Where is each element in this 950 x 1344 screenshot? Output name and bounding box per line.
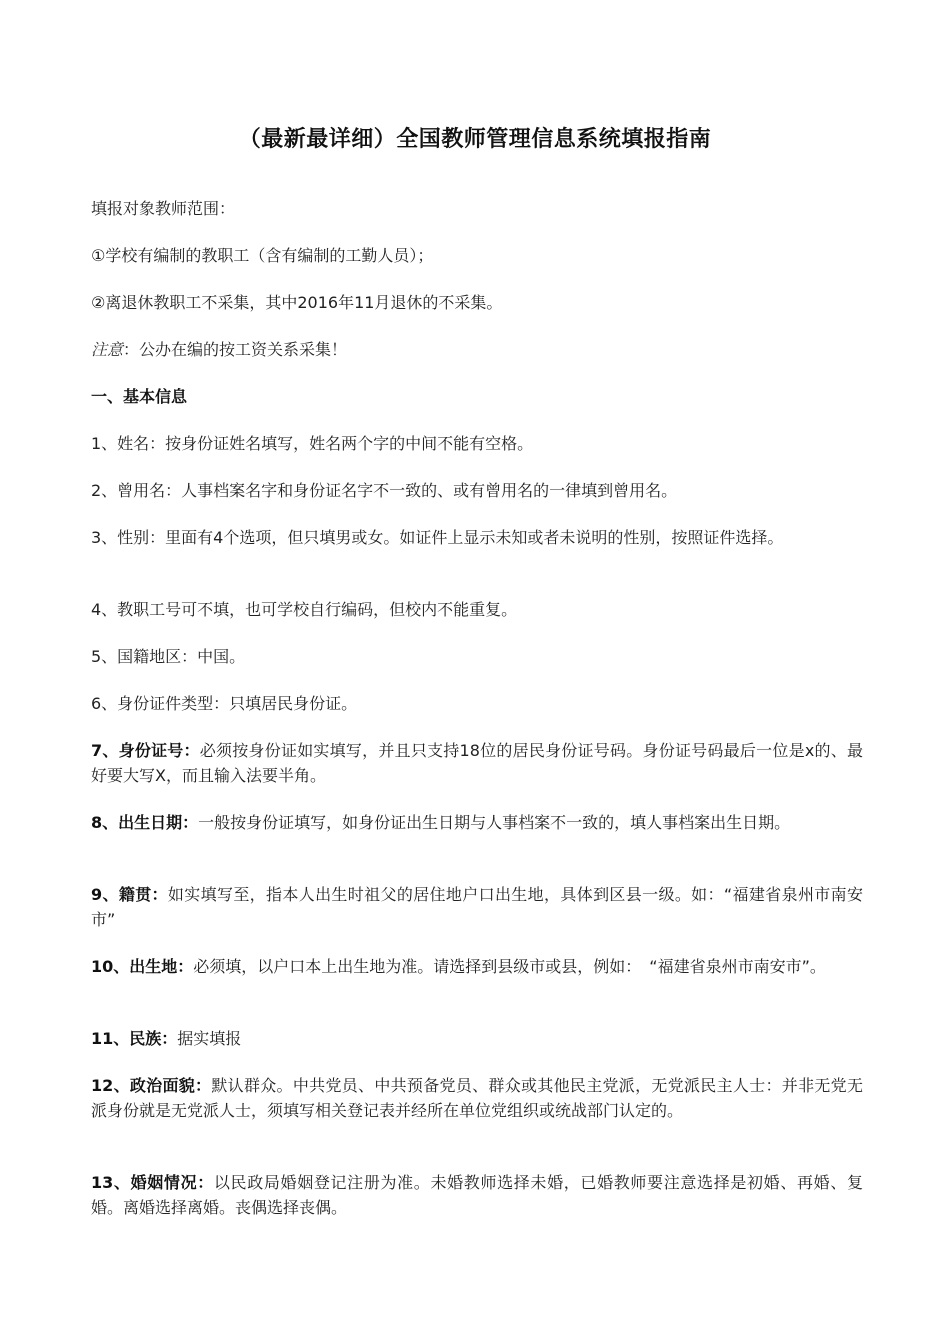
item-text: 以民政局婚姻登记注册为准。未婚教师选择未婚，已婚教师要注意选择是初婚、再婚、复婚。离婚选择离婚。丧偶选择丧偶。 <box>91 1173 863 1217</box>
item-text: 必须填，以户口本上出生地为准。请选择到县级市或县，例如： “福建省泉州市南安市”。 <box>193 957 826 976</box>
item-text: 一般按身份证填写，如身份证出生日期与人事档案不一致的，填人事档案出生日期。 <box>198 813 791 832</box>
scope-item-1: ①学校有编制的教职工（含有编制的工勤人员）； <box>91 246 434 265</box>
list-item <box>91 810 863 835</box>
list-item: 1、姓名：按身份证姓名填写，姓名两个字的中间不能有空格。 <box>91 434 534 453</box>
list-item: 6、身份证件类型：只填居民身份证。 <box>91 694 358 713</box>
item-text: 必须按身份证如实填写，并且只支持18位的居民身份证号码。身份证号码最后一位是x的、最好要大写X，而且输入法要半角。 <box>91 741 863 785</box>
item-label: 9、籍贯： <box>91 885 168 904</box>
item-label: 7、身份证号： <box>91 741 200 760</box>
note-label: 注意 <box>91 340 124 359</box>
section-heading: 一、基本信息 <box>91 387 188 406</box>
list-item: 2、曾用名：人事档案名字和身份证名字不一致的、或有曾用名的一律填到曾用名。 <box>91 481 678 500</box>
document-title: （最新最详细）全国教师管理信息系统填报指南 <box>238 127 712 152</box>
list-item <box>91 1026 863 1051</box>
item-label: 12、政治面貌： <box>91 1076 212 1095</box>
item-text: 如实填写至，指本人出生时祖父的居住地户口出生地，具体到区县一级。如：“福建省泉州市南安市” <box>91 885 863 929</box>
item-label: 8、出生日期： <box>91 813 199 832</box>
list-item <box>91 882 863 932</box>
list-item <box>91 1073 863 1123</box>
note-paragraph <box>91 337 863 362</box>
list-item <box>91 738 863 788</box>
list-item: 4、教职工号可不填，也可学校自行编码，但校内不能重复。 <box>91 600 518 619</box>
note-text: ：公办在编的按工资关系采集！ <box>123 340 348 359</box>
scope-heading: 填报对象教师范围： <box>91 199 236 218</box>
list-item: 3、性别：里面有4个选项，但只填男或女。如证件上显示未知或者未说明的性别，按照证件选择。 <box>91 528 784 547</box>
item-label: 10、出生地： <box>91 957 194 976</box>
item-label: 13、婚姻情况： <box>91 1173 214 1192</box>
list-item: 5、国籍地区：中国。 <box>91 647 246 666</box>
list-item <box>91 954 863 979</box>
list-item <box>91 1170 863 1220</box>
item-label: 11、民族： <box>91 1029 178 1048</box>
scope-item-2: ②离退休教职工不采集，其中2016年11月退休的不采集。 <box>91 293 503 312</box>
item-text: 默认群众。中共党员、中共预备党员、群众或其他民主党派，无党派民主人士：并非无党无派身份就是无党派人士，须填写相关登记表并经所在单位党组织或统战部门认定的。 <box>91 1076 863 1120</box>
item-text: 据实填报 <box>177 1029 242 1048</box>
